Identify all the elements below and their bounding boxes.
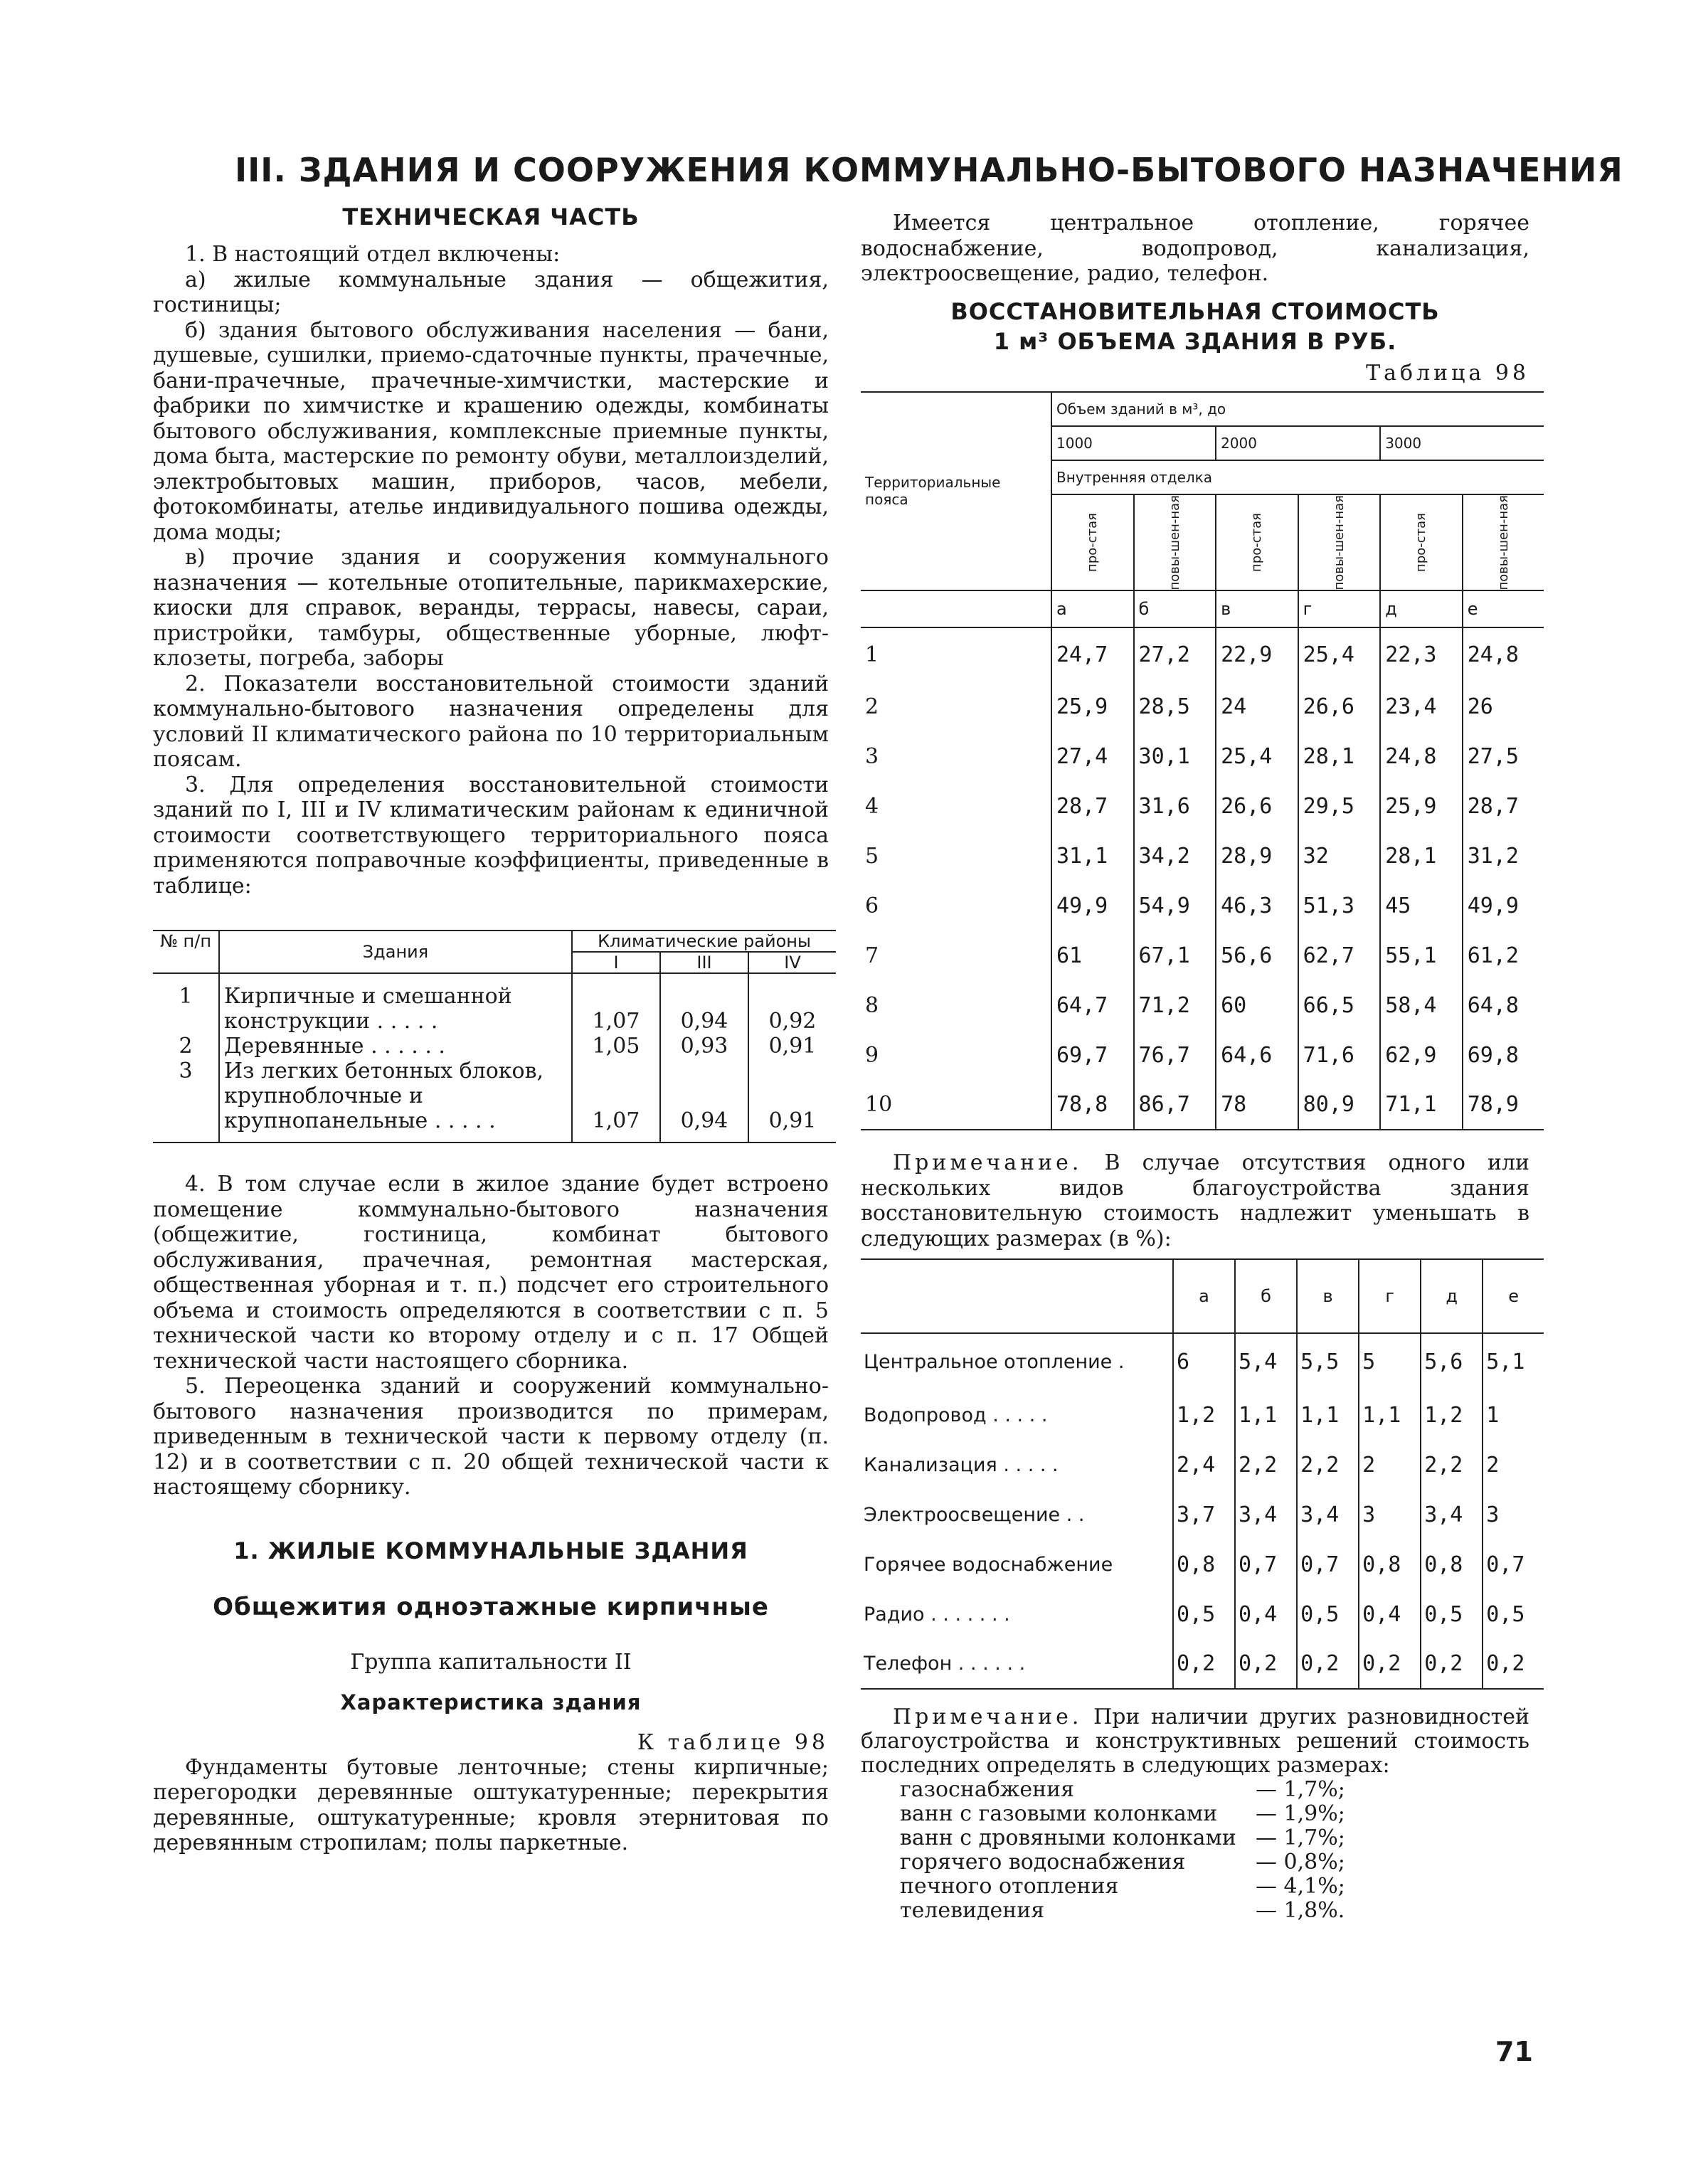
amenity-name: Центральное отопление . <box>864 1351 1125 1374</box>
cost-cell: 61 <box>1051 931 1134 980</box>
cost-cell: 64,6 <box>1216 1030 1298 1080</box>
note-2-label: Примечание. <box>893 1705 1083 1730</box>
row-name: Из легких бетонных блоков, крупноблочные и крупнопанельные . . . . . <box>219 1059 572 1143</box>
reduction-cell: 3,4 <box>1421 1490 1483 1539</box>
reduction-cell: 3 <box>1359 1490 1421 1539</box>
col-header-finish: Внутренняя отделка <box>1051 460 1544 494</box>
cost-cell: 26 <box>1463 682 1544 731</box>
cost-cell: 69,7 <box>1051 1030 1134 1080</box>
page-number: 71 <box>1495 2036 1533 2067</box>
cost-cell: 24,8 <box>1380 731 1463 781</box>
cost-cell: 76,7 <box>1134 1030 1216 1080</box>
header-text: про-стая <box>1249 512 1265 572</box>
row-value: 0,91 <box>748 1059 836 1143</box>
table-row <box>861 1440 1544 1490</box>
table-row <box>861 1490 1544 1539</box>
reduction-cell: 0,8 <box>1359 1539 1421 1589</box>
reduction-cell: 5,4 <box>1235 1333 1297 1390</box>
header-text: повы-шен-ная <box>1495 494 1511 590</box>
cost-cell: 51,3 <box>1298 881 1381 931</box>
extra-value: — 1,8%. <box>1256 1898 1345 1924</box>
col-header-region-1: I <box>572 952 660 973</box>
note-1-label: Примечание. <box>893 1150 1083 1176</box>
table-row <box>861 1639 1544 1689</box>
col-letter: е <box>1463 590 1544 627</box>
cost-cell: 27,2 <box>1134 627 1216 682</box>
note-2-text: При наличии других разновидностей благоустройства и конструктивных решений стоимость последних определять в следующих размерах: <box>861 1705 1529 1779</box>
col-header-simple-3 <box>1380 494 1463 591</box>
col-letter: б <box>1134 590 1216 627</box>
paragraph-1: 1. В настоящий отдел включены: <box>185 242 561 267</box>
table-reference: К таблице 98 <box>637 1729 829 1755</box>
cost-cell: 28,5 <box>1134 682 1216 731</box>
cost-cell: 45 <box>1380 881 1463 931</box>
paragraph-3: 3. Для определения восстановительной стоимости зданий по I, III и IV климатическим районам к единичной стоимости соответствующего территориального пояса применяются поправочные коэффициенты, приведенные в таблице: <box>153 772 829 898</box>
table-row <box>861 1589 1544 1639</box>
header-text: повы-шен-ная <box>1331 494 1347 590</box>
cost-heading-line-1: ВОССТАНОВИТЕЛЬНАЯ СТОИМОСТЬ <box>950 297 1440 325</box>
row-value: 0,94 <box>660 973 748 1034</box>
col-letter: а <box>1173 1259 1235 1333</box>
reduction-cell: 2,2 <box>1421 1440 1483 1490</box>
table-row <box>861 931 1544 980</box>
cost-cell: 71,1 <box>1380 1080 1463 1130</box>
extra-name: ванн с дровяными колонками <box>900 1825 1236 1851</box>
table-row <box>861 627 1544 682</box>
section-1-heading: 1. ЖИЛЫЕ КОММУНАЛЬНЫЕ ЗДАНИЯ <box>233 1537 748 1564</box>
dormitories-heading: Общежития одноэтажные кирпичные <box>213 1592 769 1621</box>
reduction-table-body <box>861 1333 1544 1689</box>
reduction-cell: 3,4 <box>1235 1490 1297 1539</box>
reduction-cell: 0,2 <box>1483 1639 1544 1689</box>
col-header-simple-1 <box>1051 494 1134 591</box>
cost-cell: 78,9 <box>1463 1080 1544 1130</box>
col-letter: д <box>1380 590 1463 627</box>
col-letter: в <box>1216 590 1298 627</box>
table-row <box>861 731 1544 781</box>
note-1 <box>861 1150 1529 1251</box>
paragraph-4: 4. В том случае если в жилое здание будет встроено помещение коммунально-бытового назначения (общежитие, гостиница, комбинат бытового обслуживания, прачечная, ремонтная мастерская, общественная уборная и т. п.) подсчет его строительного объема и стоимость определяются в соответствии с п. 5 технической части ко второму отделу и с п. 17 Общей технической части настоящего сборника. <box>153 1172 829 1374</box>
zone-number: 8 <box>865 992 879 1018</box>
reduction-cell: 6 <box>1173 1333 1235 1390</box>
reduction-cell: 1 <box>1483 1390 1544 1440</box>
cost-cell: 60 <box>1216 980 1298 1030</box>
row-num: 3 <box>179 1059 193 1083</box>
col-header-volume-1000: 1000 <box>1051 426 1216 460</box>
reduction-cell: 5,5 <box>1297 1333 1359 1390</box>
reduction-cell: 0,5 <box>1421 1589 1483 1639</box>
amenity-name: Горячее водоснабжение <box>864 1553 1113 1576</box>
cost-cell: 28,1 <box>1380 831 1463 881</box>
col-header-region-3: III <box>660 952 748 973</box>
reduction-cell: 2 <box>1359 1440 1421 1490</box>
table-row <box>861 1080 1544 1130</box>
cost-cell: 25,4 <box>1216 731 1298 781</box>
cost-cell: 71,6 <box>1298 1030 1381 1080</box>
amenity-name: Канализация . . . . . <box>864 1453 1059 1476</box>
reduction-cell: 3,4 <box>1297 1490 1359 1539</box>
reduction-cell: 0,2 <box>1421 1639 1483 1689</box>
row-value: 0,94 <box>660 1059 748 1143</box>
table-98 <box>861 391 1544 1131</box>
col-letter: б <box>1235 1259 1297 1333</box>
reduction-cell: 1,1 <box>1359 1390 1421 1440</box>
extras-list <box>900 1778 1529 1923</box>
col-letter: д <box>1421 1259 1483 1333</box>
extra-name: печного отопления <box>900 1874 1119 1899</box>
table-row <box>153 973 836 1034</box>
note-2 <box>861 1705 1529 1778</box>
cost-cell: 27,5 <box>1463 731 1544 781</box>
table-row <box>861 781 1544 831</box>
cost-cell: 29,5 <box>1298 781 1381 831</box>
amenity-name: Водопровод . . . . . <box>864 1404 1048 1426</box>
reduction-cell: 3,7 <box>1173 1490 1235 1539</box>
cost-cell: 64,7 <box>1051 980 1134 1030</box>
reduction-cell: 1,2 <box>1421 1390 1483 1440</box>
reduction-cell: 0,5 <box>1173 1589 1235 1639</box>
reduction-table <box>861 1258 1544 1690</box>
row-value: 1,05 <box>572 1034 660 1059</box>
cost-cell: 80,9 <box>1298 1080 1381 1130</box>
col-letter: г <box>1359 1259 1421 1333</box>
col-header-improved-2 <box>1298 494 1381 591</box>
col-header-building: Здания <box>219 931 572 973</box>
row-value: 1,07 <box>572 973 660 1034</box>
cost-cell: 58,4 <box>1380 980 1463 1030</box>
table-row <box>861 831 1544 881</box>
extra-name: телевидения <box>900 1898 1045 1924</box>
col-header-volume: Объем зданий в м³, до <box>1051 392 1544 426</box>
capital-group-label: Группа капитальности II <box>350 1649 632 1675</box>
row-name: Кирпичные и смешанной конструкции . . . . . <box>219 973 572 1034</box>
cost-cell: 31,2 <box>1463 831 1544 881</box>
paragraph-1b: б) здания бытового обслуживания населения — бани, душевые, сушилки, приемо-сдаточные пункты, прачечные, бани-прачечные, прачечные-химчистки, мастерские и фабрики по химчистке и крашению одежды, комбинаты бытового обслуживания, комплексные приемные пункты, дома быта, мастерские по ремонту обуви, металлоизделий, электробытовых машин, приборов, часов, мебели, фотокомбинаты, ателье индивидуального пошива одежды, дома моды; <box>153 317 829 545</box>
zone-number: 6 <box>865 893 879 918</box>
reduction-cell: 0,4 <box>1359 1589 1421 1639</box>
col-header-num: № п/п <box>153 931 219 973</box>
reduction-cell: 0,7 <box>1483 1539 1544 1589</box>
extra-value: — 1,7%; <box>1256 1825 1345 1851</box>
col-header-improved-1 <box>1134 494 1216 591</box>
cost-cell: 78 <box>1216 1080 1298 1130</box>
zone-number: 2 <box>865 694 879 719</box>
reduction-cell: 2,4 <box>1173 1440 1235 1490</box>
cost-cell: 31,6 <box>1134 781 1216 831</box>
reduction-cell: 5 <box>1359 1333 1421 1390</box>
cost-cell: 34,2 <box>1134 831 1216 881</box>
reduction-cell: 1,1 <box>1235 1390 1297 1440</box>
left-column <box>153 203 829 1856</box>
right-column <box>861 211 1529 1923</box>
table-row <box>861 1030 1544 1080</box>
cost-cell: 64,8 <box>1463 980 1544 1030</box>
extra-name: ванн с газовыми колонками <box>900 1801 1218 1827</box>
cost-cell: 28,7 <box>1463 781 1544 831</box>
row-value: 1,07 <box>572 1059 660 1143</box>
header-text: про-стая <box>1414 512 1429 572</box>
amenity-name: Радио . . . . . . . <box>864 1603 1010 1626</box>
reduction-cell: 0,5 <box>1297 1589 1359 1639</box>
col-header-simple-2 <box>1216 494 1298 591</box>
paragraph-1c: в) прочие здания и сооружения коммунального назначения — котельные отопительные, парикмахерские, киоски для справок, веранды, террасы, навесы, сараи, пристройки, тамбуры, общественные уборные, люфт-клозеты, погреба, заборы <box>153 545 829 671</box>
cost-cell: 27,4 <box>1051 731 1134 781</box>
reduction-cell: 1,2 <box>1173 1390 1235 1440</box>
row-name: Деревянные . . . . . . <box>219 1034 572 1059</box>
col-letter: г <box>1298 590 1381 627</box>
reduction-cell: 5,1 <box>1483 1333 1544 1390</box>
cost-cell: 26,6 <box>1216 781 1298 831</box>
reduction-cell: 5,6 <box>1421 1333 1483 1390</box>
reduction-cell: 1,1 <box>1297 1390 1359 1440</box>
table-row <box>861 1539 1544 1589</box>
cost-cell: 25,9 <box>1380 781 1463 831</box>
zone-number: 5 <box>865 843 879 869</box>
row-value: 0,91 <box>748 1034 836 1059</box>
col-header-region-4: IV <box>748 952 836 973</box>
reduction-cell: 0,2 <box>1235 1639 1297 1689</box>
extra-name: газоснабжения <box>900 1777 1075 1803</box>
technical-part-heading: ТЕХНИЧЕСКАЯ ЧАСТЬ <box>342 203 640 230</box>
cost-cell: 23,4 <box>1380 682 1463 731</box>
cost-cell: 71,2 <box>1134 980 1216 1030</box>
cost-cell: 24 <box>1216 682 1298 731</box>
reduction-cell: 0,5 <box>1483 1589 1544 1639</box>
col-header-volume-2000: 2000 <box>1216 426 1380 460</box>
note-1-text: В случае отсутствия одного или нескольких видов благоустройства здания восстановительную стоимость надлежит уменьшать в следующих размерах (в %): <box>861 1150 1529 1251</box>
extra-value: — 0,8%; <box>1256 1850 1345 1875</box>
table-row <box>861 682 1544 731</box>
cost-cell: 22,9 <box>1216 627 1298 682</box>
extra-name: горячего водоснабжения <box>900 1850 1186 1875</box>
amenity-name: Электроосвещение . . <box>864 1503 1085 1526</box>
reduction-cell: 2 <box>1483 1440 1544 1490</box>
reduction-cell: 0,7 <box>1297 1539 1359 1589</box>
table-row <box>153 1059 836 1143</box>
extra-item <box>900 1899 1529 1923</box>
extra-value: — 1,9%; <box>1256 1801 1345 1827</box>
paragraph-1a: а) жилые коммунальные здания — общежития, гостиницы; <box>153 267 829 317</box>
cost-cell: 28,9 <box>1216 831 1298 881</box>
letter-spacer <box>861 590 1051 627</box>
col-letter: в <box>1297 1259 1359 1333</box>
cost-cell: 28,7 <box>1051 781 1134 831</box>
reduction-cell: 0,2 <box>1173 1639 1235 1689</box>
table-98-body <box>861 627 1544 1130</box>
header-text: про-стая <box>1085 512 1101 572</box>
reduction-cell: 0,2 <box>1297 1639 1359 1689</box>
row-num: 1 <box>179 984 193 1009</box>
reduction-cell: 2,2 <box>1297 1440 1359 1490</box>
zone-number: 9 <box>865 1042 879 1068</box>
cost-cell: 56,6 <box>1216 931 1298 980</box>
zone-number: 10 <box>865 1092 893 1118</box>
cost-cell: 78,8 <box>1051 1080 1134 1130</box>
header-text: повы-шен-ная <box>1167 494 1182 590</box>
cost-cell: 46,3 <box>1216 881 1298 931</box>
cost-cell: 86,7 <box>1134 1080 1216 1130</box>
reduction-cell: 3 <box>1483 1490 1544 1539</box>
row-num: 2 <box>179 1034 193 1059</box>
section-title: III. ЗДАНИЯ И СООРУЖЕНИЯ КОММУНАЛЬНО-БЫТОВОГО НАЗНАЧЕНИЯ <box>235 151 1623 189</box>
cost-cell: 62,7 <box>1298 931 1381 980</box>
reduction-cell: 0,4 <box>1235 1589 1297 1639</box>
cost-cell: 49,9 <box>1463 881 1544 931</box>
cost-cell: 26,6 <box>1298 682 1381 731</box>
table-row <box>861 1390 1544 1440</box>
cost-cell: 24,7 <box>1051 627 1134 682</box>
cost-cell: 25,4 <box>1298 627 1381 682</box>
zone-number: 4 <box>865 793 879 819</box>
col-header-regions: Климатические районы <box>572 931 836 952</box>
col-header-volume-3000: 3000 <box>1380 426 1544 460</box>
building-characteristics-text: Фундаменты бутовые ленточные; стены кирпичные; перегородки деревянные оштукатуренные; перекрытия деревянные, оштукатуренные; кровля этернитовая по деревянным стропилам; полы паркетные. <box>153 1754 829 1855</box>
col-header-zones: Территориальные пояса <box>861 392 1051 591</box>
reduction-header-spacer <box>861 1259 1173 1333</box>
reduction-cell: 0,8 <box>1421 1539 1483 1589</box>
zone-number: 1 <box>865 642 879 668</box>
reduction-cell: 0,7 <box>1235 1539 1297 1589</box>
cost-cell: 69,8 <box>1463 1030 1544 1080</box>
cost-cell: 62,9 <box>1380 1030 1463 1080</box>
cost-cell: 61,2 <box>1463 931 1544 980</box>
extra-value: — 1,7%; <box>1256 1777 1345 1803</box>
cost-cell: 22,3 <box>1380 627 1463 682</box>
amenity-name: Телефон . . . . . . <box>864 1653 1026 1675</box>
reduction-cell: 0,2 <box>1359 1639 1421 1689</box>
amenities-intro: Имеется центральное отопление, горячее водоснабжение, водопровод, канализация, электроосвещение, радио, телефон. <box>861 211 1529 286</box>
building-characteristics-heading: Характеристика здания <box>340 1690 642 1714</box>
paragraph-5: 5. Переоценка зданий и сооружений коммунально-бытового назначения производится по примерам, приведенным в технической части к первому отделу (п. 12) и в соответствии с п. 20 общей технической части к настоящему сборнику. <box>153 1374 829 1500</box>
cost-cell: 24,8 <box>1463 627 1544 682</box>
table-row <box>861 980 1544 1030</box>
zone-number: 3 <box>865 743 879 769</box>
extra-item <box>900 1875 1529 1899</box>
table-row <box>153 1034 836 1059</box>
cost-cell: 28,1 <box>1298 731 1381 781</box>
col-letter: е <box>1483 1259 1544 1333</box>
extra-item <box>900 1850 1529 1875</box>
reduction-cell: 2,2 <box>1235 1440 1297 1490</box>
cost-heading-line-2: 1 м³ ОБЪЕМА ЗДАНИЯ В РУБ. <box>993 327 1397 355</box>
cost-cell: 54,9 <box>1134 881 1216 931</box>
cost-cell: 30,1 <box>1134 731 1216 781</box>
row-value: 0,92 <box>748 973 836 1034</box>
row-value: 0,93 <box>660 1034 748 1059</box>
cost-cell: 55,1 <box>1380 931 1463 980</box>
climate-coefficients-table <box>153 930 836 1143</box>
extra-value: — 4,1%; <box>1256 1874 1345 1899</box>
reduction-cell: 0,8 <box>1173 1539 1235 1589</box>
col-letter: а <box>1051 590 1134 627</box>
cost-cell: 66,5 <box>1298 980 1381 1030</box>
table-row <box>861 1333 1544 1390</box>
paragraph-2: 2. Показатели восстановительной стоимости зданий коммунально-бытового назначения определены для условий II климатического района по 10 территориальным поясам. <box>153 671 829 772</box>
extra-item <box>900 1778 1529 1802</box>
cost-cell: 25,9 <box>1051 682 1134 731</box>
extra-item <box>900 1826 1529 1850</box>
cost-cell: 49,9 <box>1051 881 1134 931</box>
cost-cell: 31,1 <box>1051 831 1134 881</box>
extra-item <box>900 1802 1529 1826</box>
cost-cell: 67,1 <box>1134 931 1216 980</box>
zone-number: 7 <box>865 943 879 968</box>
table-row <box>861 881 1544 931</box>
cost-cell: 32 <box>1298 831 1381 881</box>
col-header-improved-3 <box>1463 494 1544 591</box>
table-98-label: Таблица 98 <box>1366 360 1529 386</box>
